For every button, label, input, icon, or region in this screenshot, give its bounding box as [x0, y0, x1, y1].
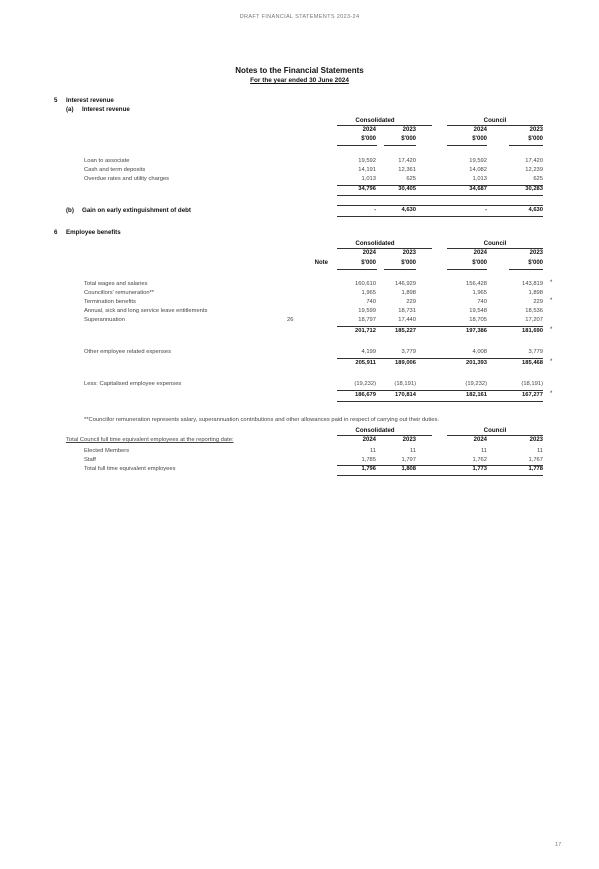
consolidated-heading: Consolidated — [355, 427, 395, 434]
council-heading: Council — [483, 427, 507, 434]
col-2024-consolidated: 2024 — [362, 437, 376, 443]
row-value: 229 — [533, 299, 543, 305]
row-value: 19,592 — [469, 158, 487, 164]
row-value: (19,232) — [465, 381, 487, 387]
unit-label: $'000 — [472, 136, 487, 142]
subtotal-value: 201,712 — [355, 328, 376, 334]
row-value: 18,731 — [398, 308, 416, 314]
total-rule — [337, 401, 543, 402]
row-value: 12,361 — [398, 167, 416, 173]
row-value: 17,440 — [398, 317, 416, 323]
page-subtitle — [0, 77, 599, 84]
row-value: 1,785 — [361, 457, 376, 463]
total-value: 1,773 — [472, 466, 487, 472]
row-value: 625 — [406, 176, 416, 182]
unit-label: $'000 — [401, 136, 416, 142]
col-rule — [384, 269, 416, 270]
row-value: 1,767 — [528, 457, 543, 463]
gain-value: 4,630 — [528, 207, 543, 213]
row-label: Cash and term deposits — [84, 167, 146, 173]
row-value: 3,779 — [401, 349, 416, 355]
row-value: 14,082 — [469, 167, 487, 173]
row-value: (18,191) — [394, 381, 416, 387]
row-label: Councillors' remuneration** — [84, 290, 155, 296]
consolidated-rule — [337, 248, 432, 249]
asterisk-marker: * — [550, 280, 553, 286]
col-2024-consolidated: 2024 — [362, 127, 376, 133]
section-5b-label: (b) — [66, 207, 74, 214]
consolidated-rule — [337, 435, 432, 436]
asterisk-marker: * — [550, 391, 553, 397]
section-5b-title: Gain on early extinguishment of debt — [82, 207, 191, 214]
total-value: 1,796 — [361, 466, 376, 472]
col-rule — [509, 269, 543, 270]
consolidated-rule — [337, 125, 432, 126]
row-value: 17,420 — [398, 158, 416, 164]
unit-label: $'000 — [361, 136, 376, 142]
col-2023-council: 2023 — [529, 127, 543, 133]
subtotal-rule — [337, 326, 543, 327]
total-rule — [337, 195, 543, 196]
row-label: Total wages and salaries — [84, 281, 148, 287]
row-label: Loan to associate — [84, 158, 130, 164]
total-value: 34,687 — [469, 186, 487, 192]
unit-label: $'000 — [528, 260, 543, 266]
gain-value: - — [374, 207, 376, 213]
row-value: 11 — [536, 448, 543, 454]
row-value: 19,548 — [469, 308, 487, 314]
row-value: 1,965 — [472, 290, 487, 296]
total-rule — [337, 216, 543, 217]
row-label: Elected Members — [84, 448, 130, 454]
row-value: 3,779 — [528, 349, 543, 355]
row-value: 14,191 — [358, 167, 376, 173]
row-value: 18,536 — [525, 308, 543, 314]
row-value: 1,013 — [472, 176, 487, 182]
row-value: 12,239 — [525, 167, 543, 173]
row-label: Annual, sick and long service leave entitlements — [84, 308, 208, 314]
row-value: 146,929 — [395, 281, 416, 287]
subtotal-value: 185,227 — [395, 328, 416, 334]
total-value: 170,814 — [395, 392, 416, 398]
section-6-number: 6 — [54, 229, 58, 236]
row-value: 4,008 — [472, 349, 487, 355]
page-number: 17 — [555, 842, 562, 848]
asterisk-marker: * — [550, 298, 553, 304]
council-heading: Council — [483, 240, 507, 247]
row-value: 1,965 — [361, 290, 376, 296]
row-value: 156,428 — [466, 281, 487, 287]
col-2023-council: 2023 — [529, 437, 543, 443]
col-rule — [447, 269, 487, 270]
total-value: 182,161 — [466, 392, 487, 398]
row-value: 4,199 — [361, 349, 376, 355]
asterisk-marker: * — [550, 359, 553, 365]
col-2023-consolidated: 2023 — [402, 250, 416, 256]
subtotal-value: 189,006 — [395, 360, 416, 366]
total-value: 34,796 — [358, 186, 376, 192]
row-label: Termination benefits — [84, 299, 136, 305]
subtotal-value: 181,690 — [522, 328, 543, 334]
total-value: 30,283 — [525, 186, 543, 192]
row-value: 625 — [533, 176, 543, 182]
row-label: Other employee related expenses — [84, 349, 172, 355]
col-2024-council: 2024 — [473, 250, 487, 256]
section-5a-label: (a) — [66, 106, 74, 113]
col-rule — [447, 145, 487, 146]
col-rule — [509, 145, 543, 146]
gain-value: - — [485, 207, 487, 213]
row-value: 18,705 — [469, 317, 487, 323]
subtotal-value: 185,468 — [522, 360, 543, 366]
asterisk-marker: * — [550, 327, 553, 333]
section-5-title: Interest revenue — [66, 97, 114, 104]
row-value: 19,599 — [358, 308, 376, 314]
total-value: 30,405 — [398, 186, 416, 192]
row-value: (19,232) — [354, 381, 376, 387]
fte-heading: Total Council full time equivalent employees at the reporting date: — [66, 437, 234, 443]
row-label: Staff — [84, 457, 96, 463]
row-label: Less: Capitalised employee expenses — [84, 381, 182, 387]
total-value: 167,277 — [522, 392, 543, 398]
consolidated-heading: Consolidated — [355, 117, 395, 124]
unit-label: $'000 — [472, 260, 487, 266]
row-value: 17,420 — [525, 158, 543, 164]
row-value: 1,762 — [472, 457, 487, 463]
note-column-heading: Note — [314, 260, 328, 266]
row-value: 229 — [406, 299, 416, 305]
footnote: **Councillor remuneration represents salary, superannuation contributions and other allowances paid in respect of carrying out their duties. — [84, 417, 439, 423]
row-value: 18,797 — [358, 317, 376, 323]
subtotal-value: 205,911 — [355, 360, 376, 366]
col-rule — [337, 269, 377, 270]
consolidated-heading: Consolidated — [355, 240, 395, 247]
page-subtitle-text: For the year ended 30 June 2024 — [250, 77, 349, 84]
row-label: Superannuation — [84, 317, 125, 323]
row-label: Overdue rates and utility charges — [84, 176, 170, 182]
section-6-title: Employee benefits — [66, 229, 121, 236]
gain-value: 4,630 — [401, 207, 416, 213]
col-rule — [337, 145, 377, 146]
council-rule — [447, 125, 543, 126]
subtotal-value: 197,386 — [466, 328, 487, 334]
subtotal-value: 201,393 — [466, 360, 487, 366]
unit-label: $'000 — [401, 260, 416, 266]
col-2023-consolidated: 2023 — [402, 437, 416, 443]
row-value: 17,207 — [525, 317, 543, 323]
row-value: 1,013 — [361, 176, 376, 182]
row-label: Total full time equivalent employees — [84, 466, 176, 472]
total-rule — [337, 205, 543, 206]
row-value: 11 — [480, 448, 487, 454]
col-2024-consolidated: 2024 — [362, 250, 376, 256]
row-value: 11 — [409, 448, 416, 454]
total-value: 1,808 — [401, 466, 416, 472]
council-heading: Council — [483, 117, 507, 124]
note-reference: 26 — [287, 317, 294, 323]
page-title: Notes to the Financial Statements — [235, 66, 364, 75]
row-value: 1,797 — [401, 457, 416, 463]
row-value: 1,898 — [401, 290, 416, 296]
col-2024-council: 2024 — [473, 437, 487, 443]
row-value: (18,191) — [521, 381, 543, 387]
col-2024-council: 2024 — [473, 127, 487, 133]
total-rule — [337, 475, 543, 476]
section-5a-title: Interest revenue — [82, 106, 130, 113]
unit-label: $'000 — [528, 136, 543, 142]
row-value: 11 — [369, 448, 376, 454]
total-value: 186,679 — [355, 392, 376, 398]
subtotal-rule — [337, 358, 543, 359]
row-value: 740 — [366, 299, 376, 305]
col-2023-consolidated: 2023 — [402, 127, 416, 133]
col-2023-council: 2023 — [529, 250, 543, 256]
row-value: 1,898 — [528, 290, 543, 296]
document-header: DRAFT FINANCIAL STATEMENTS 2023-24 — [239, 14, 360, 20]
row-value: 19,592 — [358, 158, 376, 164]
total-rule — [337, 390, 543, 391]
col-rule — [384, 145, 416, 146]
row-value: 740 — [477, 299, 487, 305]
unit-label: $'000 — [361, 260, 376, 266]
row-value: 160,610 — [355, 281, 376, 287]
section-5-number: 5 — [54, 97, 58, 104]
council-rule — [447, 435, 543, 436]
total-value: 1,778 — [528, 466, 543, 472]
row-value: 143,819 — [522, 281, 543, 287]
council-rule — [447, 248, 543, 249]
